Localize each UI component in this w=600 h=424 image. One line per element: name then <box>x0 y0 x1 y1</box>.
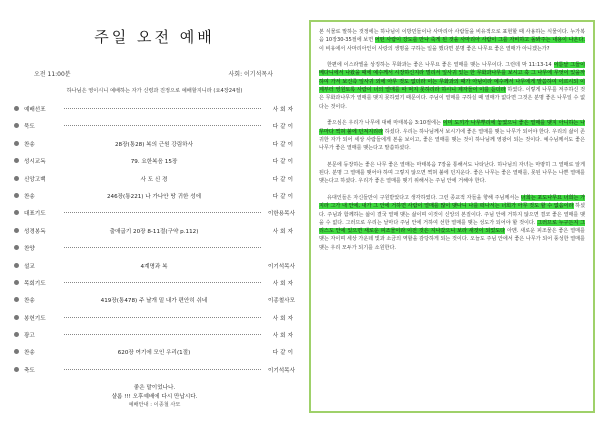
order-row <box>14 310 295 327</box>
order-row <box>14 292 295 309</box>
order-row <box>14 240 295 257</box>
order-leader: 다같이 <box>272 141 295 148</box>
order-row <box>14 275 295 292</box>
sermon-text: 하였다. 이렇게 나무를 저주하신 것은 무화과나무가 열매를 맺지 못하였기 때문이다. 주님이 열매를 구하실 때 열매가 없다면 그것은 분명 좋은 나무일 수 없다는 것이다. <box>319 87 585 110</box>
order-label: 설교 <box>24 263 35 270</box>
sermon-text: 좋으심은 우리가 나무에 대해 마태복음 3:10절에는 <box>327 120 443 127</box>
dot-leader <box>64 212 261 213</box>
order-label: 대표기도 <box>24 211 46 218</box>
order-row <box>14 136 295 153</box>
dot-leader <box>64 125 261 126</box>
order-row <box>14 153 295 170</box>
order-leader: 사회자 <box>272 280 295 287</box>
order-label: 찬송 <box>24 141 35 148</box>
footer-line-1: 좋은 말이었나나. <box>133 385 176 391</box>
order-label: 찬송 <box>24 193 35 200</box>
order-leader: 사회자 <box>272 315 295 322</box>
bullet-icon <box>14 141 19 146</box>
sermon-text: 하셨다. 주님과 함께하는 삶이 결국 열매 맺는 삶이며 이것이 신앙의 본질이다. 주님 안에 거하지 않으면 결코 좋은 열매를 맺을 수 없다. 그러므로 우리는 날마다 주님 안에 거하여 선한 열매를 맺는 성도가 되어야 할 것이다. <box>319 203 585 226</box>
bullet-icon <box>14 193 19 198</box>
sermon-text: 한편에 이스라엘을 상징하는 무화과는 좋은 나무요 좋은 열매를 맺는 나무이다. 그런데 막 11:13-14 <box>327 62 554 69</box>
order-leader: 다같이 <box>272 176 295 183</box>
sermon-text: 본문에 등장하는 좋은 나무 좋은 열매는 마태복음 7장을 통해서도 나타난다. 하나님의 자녀는 마땅히 그 열매로 알게 된다. 분명 그 열매를 맺어야 하며 그렇지 않으면 찍혀 불에 던지운다. 좋은 나무는 좋은 열매를, 못된 나무는 나쁜 열매를 맺는다고 하셨다. 우리가 좋은 열매를 맺기 위해서는 주님 안에 거해야 한다. <box>319 161 585 185</box>
dot-leader <box>64 108 261 109</box>
page-title: 주일 오전 예배 <box>94 28 215 46</box>
bullet-icon <box>14 123 19 128</box>
bullet-icon <box>14 210 19 215</box>
sermon-text: 유대인들은 자신들만이 구원받았다고 생각하였다. 그런 종교적 자들을 향해 주님께서는 <box>327 194 521 201</box>
order-row <box>14 101 295 118</box>
order-row <box>14 205 295 222</box>
bullet-icon <box>14 176 19 181</box>
sermon-paragraph <box>319 61 585 111</box>
order-content: 4계명과 복 <box>140 263 168 270</box>
bullet-icon <box>14 367 19 372</box>
order-leader: 사회자 <box>272 107 295 113</box>
order-content: 28장(통28) 복의 근원 강림하사 <box>115 141 193 148</box>
order-label: 묵도 <box>24 124 35 131</box>
order-content: 출애굽기 20장 8-11절(구약 p.112) <box>109 228 199 235</box>
bullet-icon <box>14 158 19 163</box>
order-content: 사 도 신 경 <box>140 176 168 183</box>
order-leader: 이한용목사 <box>267 211 295 218</box>
dot-leader <box>64 282 261 283</box>
order-row <box>14 362 295 379</box>
highlighted-scripture: 이미 도끼가 나무뿌리에 놓였으니 좋은 열매를 맺지 아니하는 나무마다 찍혀 불에 던져지리라 <box>319 120 585 135</box>
bullet-icon <box>14 280 19 285</box>
order-content: 620장 여기에 모인 우리(1절) <box>117 350 191 357</box>
order-label: 예배선포 <box>24 107 46 113</box>
order-content: 419장(통478) 주 날개 밑 내가 편안히 쉬네 <box>100 298 208 305</box>
order-leader: 이기석목사 <box>267 263 295 270</box>
service-time: 오전 11:00분 <box>34 71 71 78</box>
bullet-icon <box>14 228 19 233</box>
order-label: 봉헌기도 <box>24 315 46 322</box>
bulletin-left-page <box>14 6 295 416</box>
sermon-text: 아멘. 새로운 피조물은 좋은 열매를 맺는 자이며 세상 가운데 빛과 소금의 역할을 감당하게 되는 것이다. 오늘도 주님 안에서 좋은 나무가 되어 풍성한 열매를 맺는 우리 모두가 되기를 소원한다. <box>319 228 585 251</box>
scripture-subtitle: 하나님은 영이시니 예배하는 자가 신령과 진정으로 예배할지니라 (요4장24절) <box>66 88 243 94</box>
order-leader: 이기석목사 <box>267 367 295 374</box>
bullet-icon <box>14 106 19 111</box>
order-label: 찬양 <box>24 246 35 253</box>
order-label: 목회기도 <box>24 280 46 287</box>
dot-leader <box>64 317 261 318</box>
bullet-icon <box>14 297 19 302</box>
bullet-icon <box>14 349 19 354</box>
order-label: 광고 <box>24 333 35 340</box>
order-leader: 사회자 <box>272 333 295 340</box>
order-label: 성시교독 <box>24 159 46 166</box>
sermon-paragraph <box>319 119 585 152</box>
order-label: 성경봉독 <box>24 228 46 235</box>
bullet-icon <box>14 332 19 337</box>
dot-leader <box>64 334 261 335</box>
bullet-icon <box>14 263 19 268</box>
sermon-text-panel <box>309 20 595 413</box>
dot-leader <box>64 247 261 248</box>
order-of-worship <box>14 101 295 379</box>
order-leader: 다같이 <box>272 124 295 131</box>
order-label: 축도 <box>24 367 35 374</box>
footer-line-3: 예배안내 : 이종철 사모 <box>128 402 181 408</box>
order-leader: 이종철사모 <box>267 298 295 305</box>
highlighted-scripture: 어떤 사람이 강도를 만나 죽게 된 것을 사마리아 사람이 그를 자비하고 돌봐주는 내용이 나온다. <box>374 37 585 44</box>
sermon-text: 본 식물로 말하는 것정에는 하나님이 이방민들이나 사마리아 사람들을 비유적으로 표현할 때 사용하는 식물이다. 누가복음 10장30-35절에 보면 <box>319 29 585 44</box>
order-leader: 다같이 <box>272 350 295 357</box>
order-row <box>14 223 295 240</box>
order-row <box>14 258 295 275</box>
sermon-paragraph <box>319 161 585 186</box>
order-label: 찬송 <box>24 298 35 305</box>
order-leader: 다같이 <box>272 159 295 166</box>
order-leader: 다같이 <box>272 193 295 200</box>
sermon-paragraph <box>319 28 585 53</box>
footer-line-2: 샬롬 !!! 오후예배에 다시 만납시다. <box>111 394 198 400</box>
order-row <box>14 118 295 135</box>
order-label: 찬송 <box>24 350 35 357</box>
order-content: 79. 요한복음 15장 <box>130 159 178 166</box>
order-row <box>14 327 295 344</box>
bullet-icon <box>14 245 19 250</box>
highlighted-scripture: 이튿날 그들이 베다니에서 나왔을 때에 예수께서 시장하신지라 멀리서 잎사귀 있는 한 무화과나무를 보시고 혹 그 나무에 무엇이 있을까 하여 가서 보신즉 잎사귀 외에 아무 것도 없더라 이는 무화과의 때가 아님이라 예수께서 나무에게 말씀하여 이르시되 이제부터 영원토록 사람이 너의 열매를 따 먹지 못하리라 하시니 제자들이 이를 듣더라 <box>319 62 585 94</box>
order-content: 246장(통221) 나 가나안 땅 귀한 성에 <box>106 193 202 200</box>
highlighted-scripture: 그러므로 누구든지 그리스도 안에 있으면 새로운 피조물이라 이전 것은 지나갔으니 보라 새것이 되었도다 <box>319 219 585 235</box>
order-row <box>14 188 295 205</box>
officiant: 사회: 이기석목사 <box>228 71 273 78</box>
order-label: 신앙고백 <box>24 176 46 183</box>
order-row <box>14 171 295 188</box>
dot-leader <box>64 369 261 370</box>
order-row <box>14 344 295 361</box>
order-leader: 사회자 <box>272 228 295 235</box>
highlighted-scripture: 너희는 포도나무요 너희는 가지라 그가 내 안에, 내가 그 안에 거하면 사람이 열매를 많이 맺나니 나를 떠나서는 너희가 아무 것도 할 수 없음이라 <box>319 194 585 210</box>
sermon-paragraph <box>319 194 585 252</box>
sermon-text: 이 비유에서 사마리아인이 사랑의 생명을 구하는 일을 했다면 분명 좋은 나무요 좋은 열매가 아니겠는가? <box>319 45 550 52</box>
sermon-text: 하셨다. 우리는 하나님께서 보시기에 좋은 열매를 맺는 나무가 되어야 한다. 우리의 삶이 존귀한 자가 되어 세상 사람들에게 본을 보이고, 좋은 열매를 맺는 것이 하나님께 영광이 되는 것이다. 예수님께서도 좋은 나무가 좋은 열매를 맺는다고 말씀하셨다. <box>319 128 585 152</box>
bullet-icon <box>14 315 19 320</box>
